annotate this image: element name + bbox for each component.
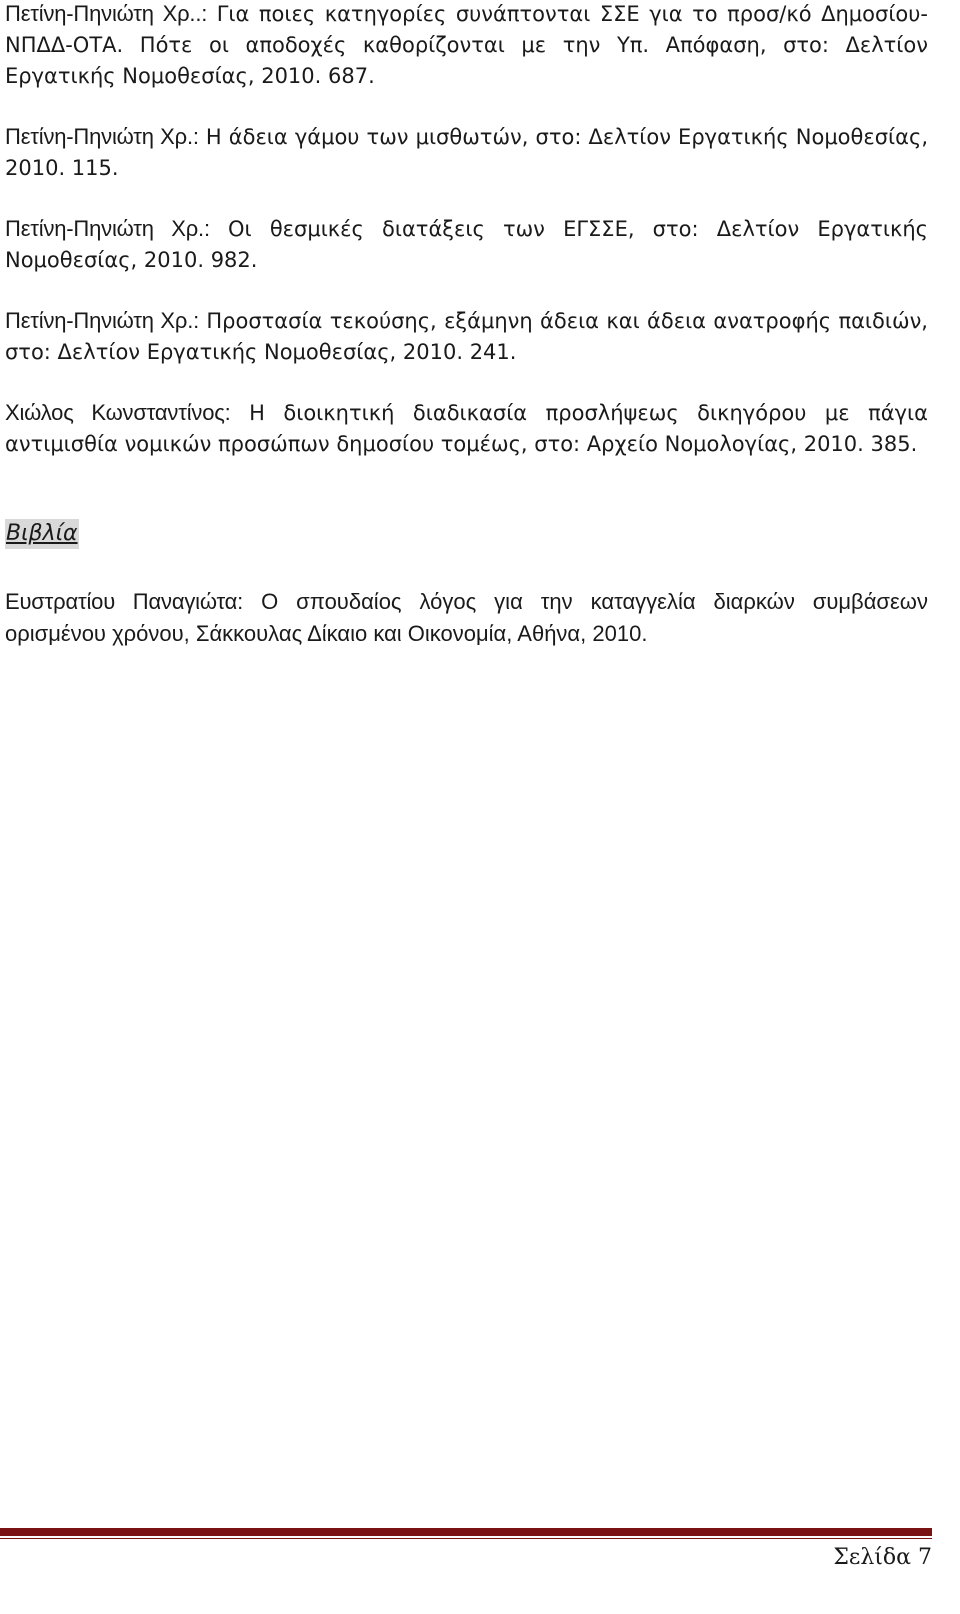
reference-author: Πετίνη-Πηνιώτη Χρ..: [5, 1, 208, 26]
reference-text: Η διοικητική διαδικασία προσλήψεως δικηγόρου με πάγια αντιμισθία νομικών προσώπων δημοσίου τομέως, στο: Αρχείο Νομολογίας, 2010. 385. [5, 401, 928, 456]
reference-text: Προστασία τεκούσης, εξάμηνη άδεια και άδεια ανατροφής παιδιών, στο: Δελτίον Εργατικής Νομοθεσίας, 2010. 241. [5, 309, 928, 364]
reference-text: Για ποιες κατηγορίες συνάπτονται ΣΣΕ για το προσ/κό Δημοσίου-ΝΠΔΔ-ΟΤΑ. Πότε οι αποδοχές καθορίζονται με την Υπ. Απόφαση, στο: Δελτίον Εργατικής Νομοθεσίας, 2010. 687. [5, 2, 929, 88]
document-page [5, 0, 928, 679]
reference-entry-1 [5, 0, 928, 92]
reference-author: Πετίνη-Πηνιώτη Χρ.: [5, 124, 199, 149]
reference-author: Πετίνη-Πηνιώτη Χρ.: [5, 308, 200, 333]
reference-author: Πετίνη-Πηνιώτη Χρ.: [5, 216, 210, 241]
book-text: Ο σπουδαίος λόγος για την καταγγελία διαρκών συμβάσεων ορισμένου χρόνου, Σάκκουλας Δίκαιο και Οικονομία, Αθήνα, 2010. [5, 589, 928, 646]
footer-rule-thin [0, 1538, 932, 1539]
book-entry-1 [5, 586, 928, 650]
reference-entry-3 [5, 213, 928, 276]
reference-text: Οι θεσμικές διατάξεις των ΕΓΣΣΕ, στο: Δελτίον Εργατικής Νομοθεσίας, 2010. 982. [5, 217, 928, 272]
book-author: Ευστρατίου Παναγιώτα: [5, 589, 244, 614]
reference-entry-4 [5, 305, 928, 368]
books-heading: Βιβλία [5, 519, 79, 549]
footer-rule [0, 1528, 932, 1536]
reference-entry-5 [5, 397, 928, 460]
reference-text: Η άδεια γάμου των μισθωτών, στο: Δελτίον Εργατικής Νομοθεσίας, 2010. 115. [5, 125, 928, 180]
books-heading-container [5, 519, 928, 555]
reference-entry-2 [5, 121, 928, 184]
reference-author: Χιώλος Κωνσταντίνος: [5, 400, 231, 425]
page-number: Σελίδα 7 [833, 1545, 932, 1570]
